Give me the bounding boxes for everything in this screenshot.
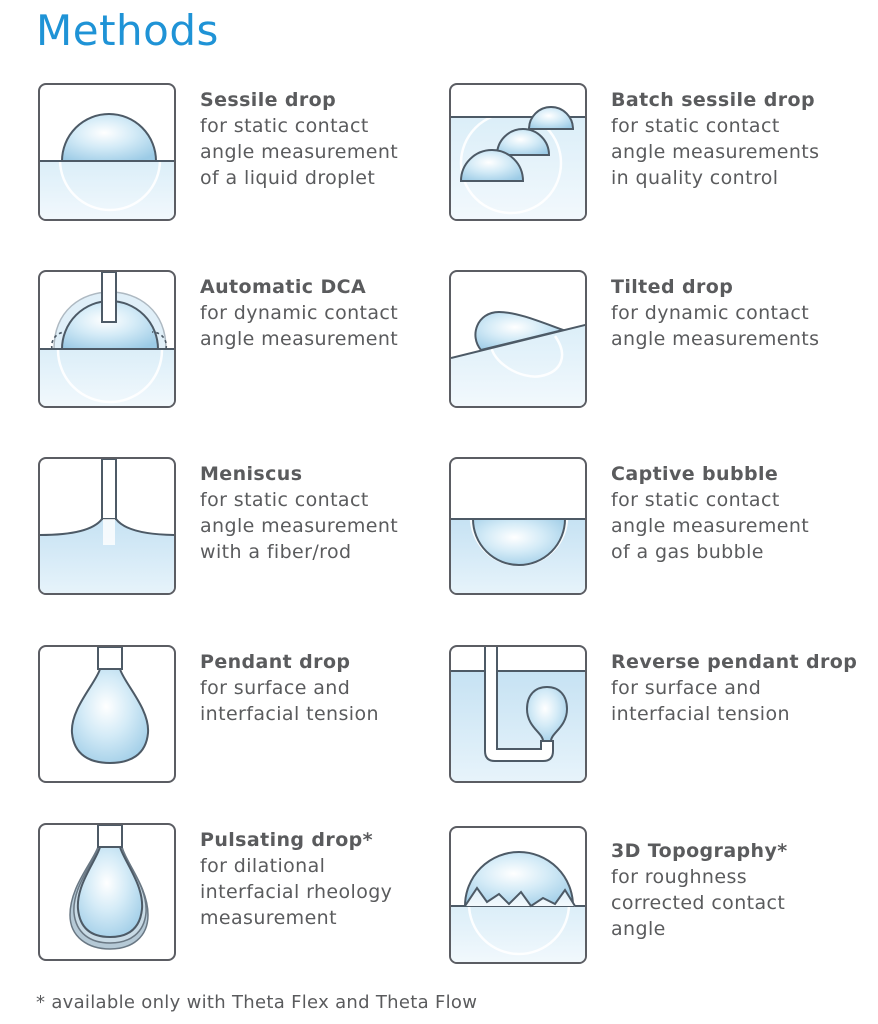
- method-name: Batch sessile drop: [611, 89, 815, 111]
- method-name: Pendant drop: [200, 651, 351, 673]
- batch-sessile-drop-icon: [449, 83, 587, 221]
- tilted-drop-icon: [449, 270, 587, 408]
- method-description: for roughness corrected contact angle: [611, 866, 786, 940]
- method-name: Automatic DCA: [200, 276, 367, 298]
- method-name: 3D Topography*: [611, 840, 788, 862]
- method-name: Captive bubble: [611, 463, 779, 485]
- method-description: for static contact angle measurement with a fiber/rod: [200, 489, 399, 563]
- method-meniscus: [38, 457, 458, 597]
- method-tilted-drop: [449, 270, 869, 410]
- method-sessile-drop: [38, 83, 458, 223]
- method-description: for dilational interfacial rheology measurement: [200, 855, 393, 929]
- method-3d-topography: [449, 826, 869, 966]
- captive-bubble-icon: [449, 457, 587, 595]
- method-description: for static contact angle measurement of a liquid droplet: [200, 115, 399, 189]
- method-name: Sessile drop: [200, 89, 337, 111]
- method-description: for surface and interfacial tension: [611, 677, 790, 725]
- method-name: Tilted drop: [611, 276, 734, 298]
- method-name: Pulsating drop*: [200, 829, 373, 851]
- sessile-drop-icon: [38, 83, 176, 221]
- method-batch-sessile-drop: [449, 83, 869, 223]
- method-automatic-dca: [38, 270, 458, 410]
- meniscus-icon: [38, 457, 176, 595]
- page-title: Methods: [36, 6, 219, 55]
- method-description: for dynamic contact angle measurement: [200, 302, 399, 350]
- 3d-topography-icon: [449, 826, 587, 964]
- automatic-dca-icon: [38, 270, 176, 408]
- method-name: Reverse pendant drop: [611, 651, 858, 673]
- footnote: * available only with Theta Flex and Theta Flow: [36, 992, 478, 1013]
- method-description: for static contact angle measurement of a gas bubble: [611, 489, 810, 563]
- method-pulsating-drop: [38, 823, 458, 963]
- reverse-pendant-drop-icon: [449, 645, 587, 783]
- method-pendant-drop: [38, 645, 458, 785]
- pulsating-drop-icon: [38, 823, 176, 961]
- method-description: for static contact angle measurements in quality control: [611, 115, 820, 189]
- method-reverse-pendant-drop: [449, 645, 869, 785]
- pendant-drop-icon: [38, 645, 176, 783]
- method-description: for surface and interfacial tension: [200, 677, 379, 725]
- method-name: Meniscus: [200, 463, 303, 485]
- method-description: for dynamic contact angle measurements: [611, 302, 820, 350]
- method-captive-bubble: [449, 457, 869, 597]
